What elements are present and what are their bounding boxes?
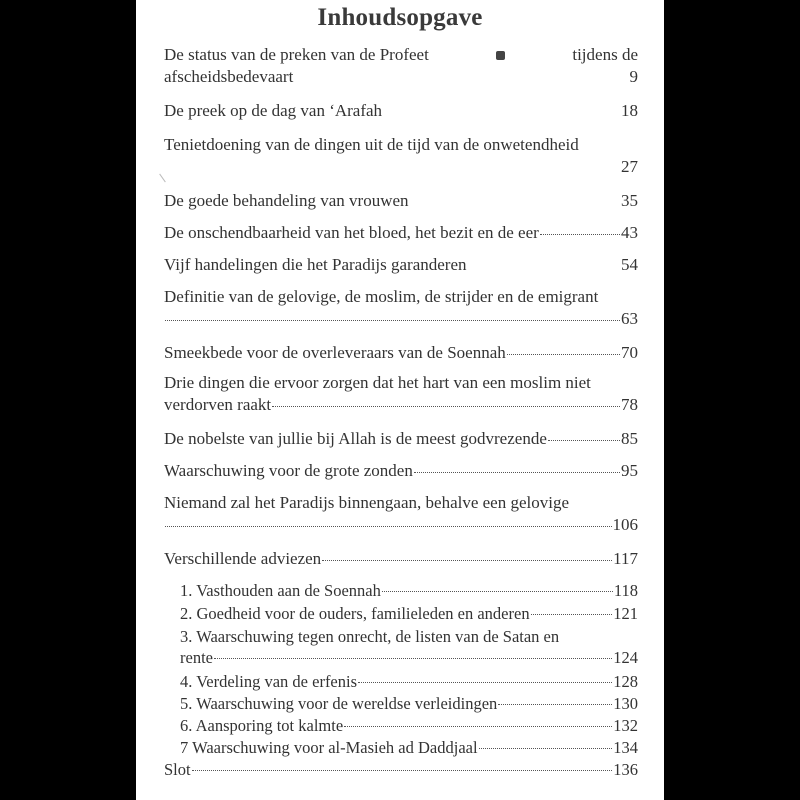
page-number: 54: [621, 255, 638, 274]
toc-entry[interactable]: [164, 286, 638, 330]
entry-title-line: De status van de preken van de Profeet: [164, 45, 429, 64]
page-number: 70: [621, 343, 638, 362]
page-title: Inhoudsopgave: [317, 4, 483, 31]
entry-title: De nobelste van jullie bij Allah is de meest godvrezende: [164, 429, 547, 448]
entry-title-line: Drie dingen die ervoor zorgen dat het hart van een moslim niet: [164, 373, 591, 392]
dot-leader: [540, 233, 620, 235]
subentry-title: 4. Verdeling van de erfenis: [180, 672, 358, 691]
dot-leader: [548, 439, 620, 441]
entry-title-line: afscheidsbedevaart: [164, 67, 294, 86]
subentry-title: 7 Waarschuwing voor al-Masieh ad Daddjaal: [180, 738, 478, 757]
toc-entry[interactable]: [164, 492, 638, 536]
dot-leader: [531, 613, 613, 615]
dot-leader: [165, 525, 612, 527]
page-number: 118: [613, 581, 638, 600]
dot-leader: [165, 319, 620, 321]
page-number: 130: [613, 694, 638, 713]
page-number: 95: [621, 461, 638, 480]
dot-leader: [344, 725, 612, 727]
entry-title: Waarschuwing voor de grote zonden: [164, 461, 413, 480]
toc-entry[interactable]: [164, 548, 638, 570]
entry-title: Slot: [164, 760, 191, 779]
dot-leader: [322, 559, 612, 561]
subentry-title-line: rente: [180, 648, 213, 667]
toc-entry[interactable]: [164, 222, 638, 244]
page-number: 134: [613, 738, 638, 757]
entry-title: Niemand zal het Paradijs binnengaan, behalve een gelovige: [164, 493, 570, 512]
dot-leader: [358, 681, 612, 683]
page-number: 27: [621, 157, 638, 176]
salutation-symbol-icon: [496, 51, 505, 60]
page-number: 128: [613, 672, 638, 691]
toc-subentry[interactable]: [180, 580, 638, 601]
toc-subentry[interactable]: [180, 626, 638, 668]
leader-space: [468, 266, 620, 267]
page-number: 18: [621, 101, 638, 120]
entry-title: Verschillende adviezen: [164, 549, 322, 568]
page-number: 106: [612, 515, 638, 534]
page-number: 78: [621, 395, 638, 414]
entry-title: Smeekbede voor de overleveraars van de Soennah: [164, 343, 506, 362]
entry-title: Vijf handelingen die het Paradijs garanderen: [164, 255, 467, 274]
toc-entry-closing[interactable]: [164, 759, 638, 780]
dot-leader: [382, 590, 613, 592]
page-number: 136: [613, 760, 638, 779]
toc-entry[interactable]: [164, 190, 638, 212]
page-number: 117: [613, 549, 638, 568]
dot-leader: [272, 405, 620, 407]
entry-title-line: verdorven raakt: [164, 395, 272, 414]
entry-title: De preek op de dag van ‘Arafah: [164, 101, 383, 120]
page-number: 43: [621, 223, 638, 242]
entry-title: De goede behandeling van vrouwen: [164, 191, 409, 210]
toc-entry[interactable]: [164, 254, 638, 276]
page-number: 121: [613, 604, 638, 623]
leader-space: [294, 78, 628, 79]
page-number: 132: [613, 716, 638, 735]
toc-subentry[interactable]: [180, 715, 638, 736]
dot-leader: [479, 747, 613, 749]
dot-leader: [214, 657, 612, 659]
leader-space: [165, 168, 620, 169]
toc-entry[interactable]: [164, 460, 638, 482]
page-number: 9: [629, 67, 638, 86]
page-number: 63: [621, 309, 638, 328]
toc-entry[interactable]: [164, 100, 638, 122]
subentry-title-line: 3. Waarschuwing tegen onrecht, de listen van de Satan en: [180, 627, 560, 646]
dot-leader: [192, 769, 613, 771]
page-number: 85: [621, 429, 638, 448]
toc-entry[interactable]: [164, 428, 638, 450]
subentry-title: 6. Aansporing tot kalmte: [180, 716, 344, 735]
entry-title-line: tijdens de: [572, 45, 638, 64]
toc-subentry[interactable]: [180, 737, 638, 758]
dot-leader: [414, 471, 620, 473]
entry-title: De onschendbaarheid van het bloed, het bezit en de eer: [164, 223, 539, 242]
page-number: 35: [621, 191, 638, 210]
dot-leader: [498, 703, 612, 705]
leader-space: [383, 112, 620, 113]
toc-entry[interactable]: [164, 342, 638, 364]
toc-entry[interactable]: [164, 372, 638, 416]
leader-space: [410, 202, 620, 203]
toc-subentry[interactable]: [180, 671, 638, 692]
toc-entry[interactable]: [164, 44, 638, 88]
subentry-title: 2. Goedheid voor de ouders, familieleden en anderen: [180, 604, 530, 623]
page-number: 124: [613, 648, 638, 667]
entry-title: Tenietdoening van de dingen uit de tijd van de onwetendheid: [164, 135, 579, 154]
book-page: [136, 0, 664, 800]
toc-subentry[interactable]: [180, 693, 638, 714]
dot-leader: [507, 353, 620, 355]
subentry-title: 5. Waarschuwing voor de wereldse verleidingen: [180, 694, 498, 713]
toc-entry[interactable]: [164, 134, 638, 178]
subentry-title: 1. Vasthouden aan de Soennah: [180, 581, 381, 600]
toc-subentry[interactable]: [180, 603, 638, 624]
entry-title: Definitie van de gelovige, de moslim, de strijder en de emigrant: [164, 287, 599, 306]
